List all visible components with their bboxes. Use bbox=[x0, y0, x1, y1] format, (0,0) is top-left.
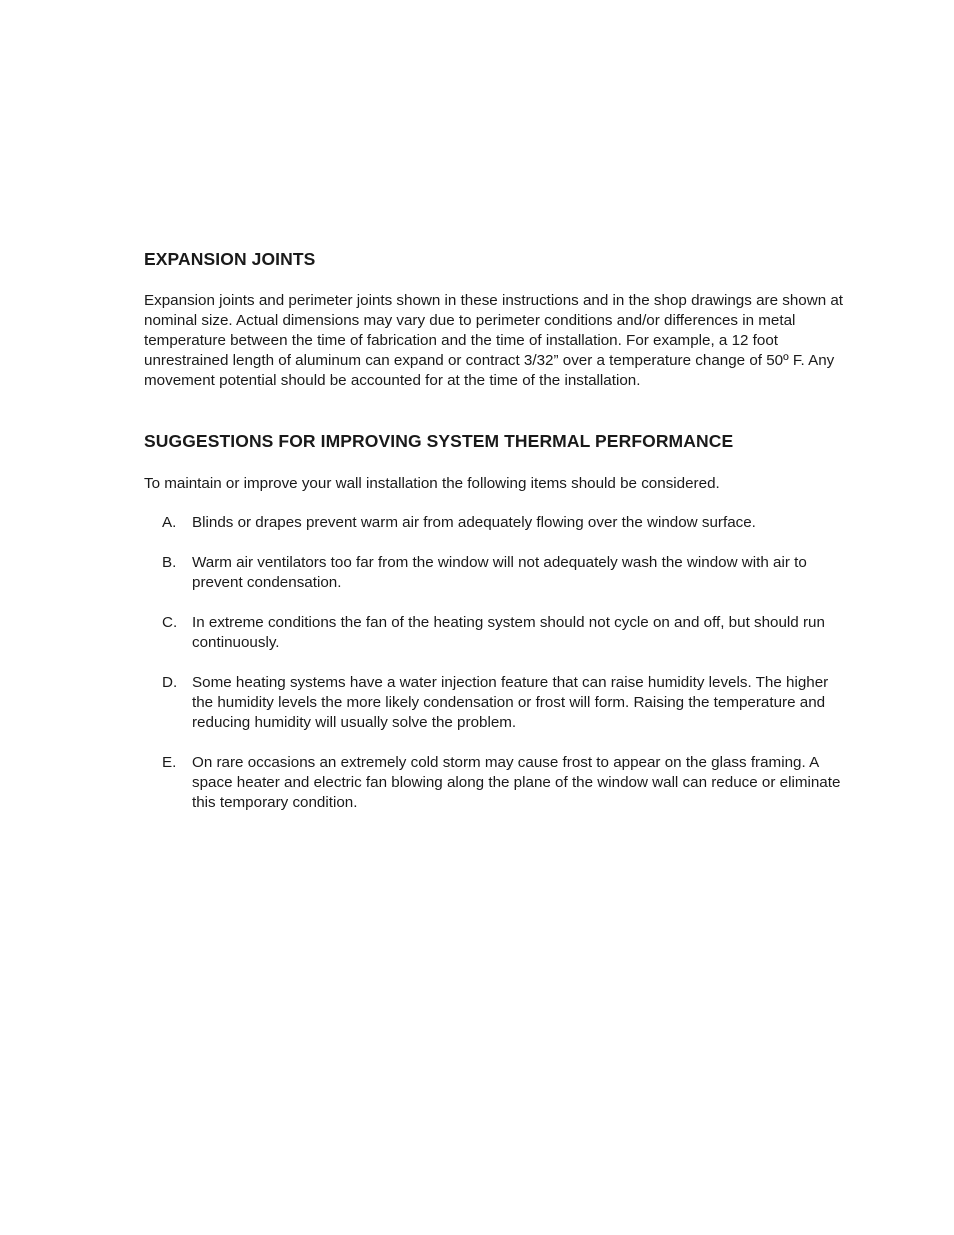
list-marker: D. bbox=[162, 674, 178, 691]
section-heading-expansion-joints: EXPANSION JOINTS bbox=[144, 249, 316, 269]
list-item-text: Blinds or drapes prevent warm air from adequately flowing over the window surface. bbox=[192, 514, 756, 531]
list-item bbox=[144, 553, 844, 593]
list-item-text: In extreme conditions the fan of the heating system should not cycle on and off, but should run continuously. bbox=[192, 614, 825, 651]
suggestion-list bbox=[144, 513, 844, 833]
section-heading-thermal-performance: SUGGESTIONS FOR IMPROVING SYSTEM THERMAL PERFORMANCE bbox=[144, 431, 734, 451]
list-marker: A. bbox=[162, 514, 177, 531]
list-item-text: Some heating systems have a water injection feature that can raise humidity levels. The higher the humidity levels the more likely condensation or frost will form. Raising the temperature and reducing humidity will usually solve the problem. bbox=[192, 674, 829, 731]
list-item bbox=[144, 513, 844, 533]
list-marker: B. bbox=[162, 554, 177, 571]
list-item-text: On rare occasions an extremely cold storm may cause frost to appear on the glass framing. A space heater and electric fan blowing along the plane of the window wall can reduce or eliminate this temporary condition. bbox=[192, 754, 841, 811]
list-marker: C. bbox=[162, 614, 178, 631]
list-item bbox=[144, 613, 844, 653]
thermal-performance-intro: To maintain or improve your wall installation the following items should be considered. bbox=[144, 475, 720, 492]
list-marker: E. bbox=[162, 754, 177, 771]
list-item bbox=[144, 673, 844, 733]
expansion-joints-paragraph: Expansion joints and perimeter joints shown in these instructions and in the shop drawings are shown at nominal size. Actual dimensions may vary due to perimeter conditions and/or differences in metal temperature between the time of fabrication and the time of installation. For example, a 12 foot unrestrained length of aluminum can expand or contract 3/32” over a temperature change of 50º F. Any movement potential should be accounted for at the time of the installation. bbox=[144, 292, 844, 389]
list-item-text: Warm air ventilators too far from the window will not adequately wash the window with air to prevent condensation. bbox=[192, 554, 807, 591]
list-item bbox=[144, 753, 844, 813]
